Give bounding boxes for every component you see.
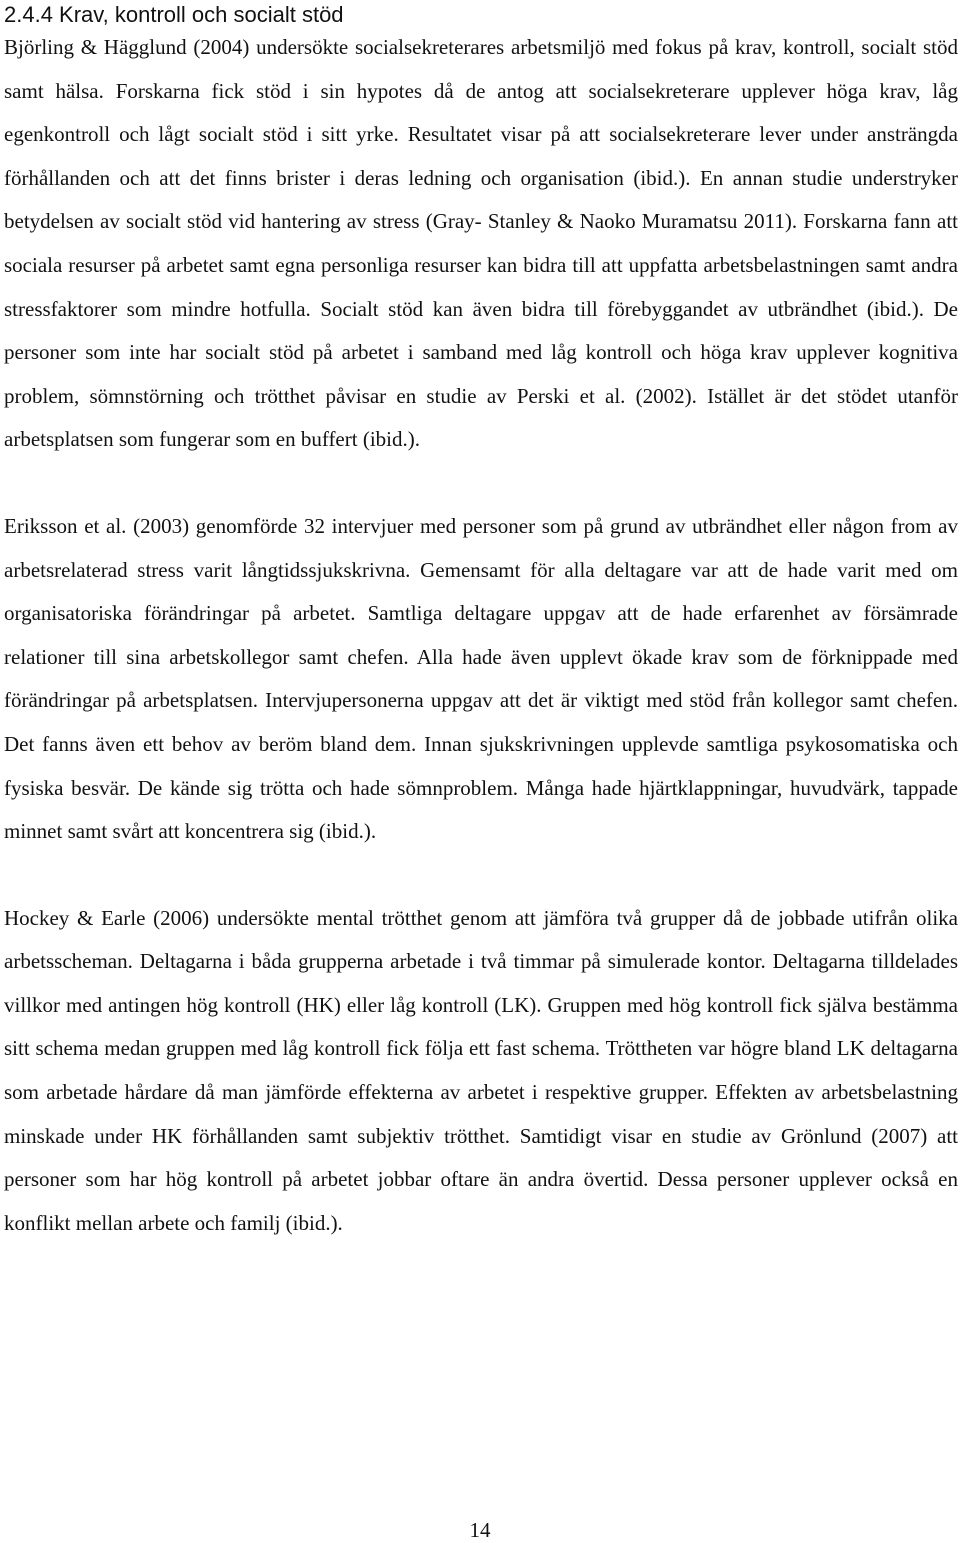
- body-paragraph: Björling & Hägglund (2004) undersökte socialsekreterares arbetsmiljö med fokus på krav, kontroll, socialt stöd samt hälsa. Forskarna fick stöd i sin hypotes då de antog att socialsekreterare upplever höga krav, låg egenkontroll och lågt socialt stöd i sitt yrke. Resultatet visar på att socialsekreterare lever under ansträngda förhållanden och att det finns brister i deras ledning och organisation (ibid.). En annan studie understryker betydelsen av socialt stöd vid hantering av stress (Gray- Stanley & Naoko Muramatsu 2011). Forskarna fann att sociala resurser på arbetet samt egna personliga resurser kan bidra till att uppfatta arbetsbelastningen samt andra stressfaktorer som mindre hotfulla. Socialt stöd kan även bidra till förebyggandet av utbrändhet (ibid.). De personer som inte har socialt stöd på arbetet i samband med låg kontroll och höga krav upplever kognitiva problem, sömnstörning och trötthet påvisar en studie av Perski et al. (2002). Istället är det stödet utanför arbetsplatsen som fungerar som en buffert (ibid.).: [4, 35, 958, 452]
- body-paragraph: Eriksson et al. (2003) genomförde 32 intervjuer med personer som på grund av utbrändhet eller någon from av arbetsrelaterad stress varit långtidssjukskrivna. Gemensamt för alla deltagare var att de hade varit med om organisatoriska förändringar på arbetet. Samtliga deltagare uppgav att de hade erfarenhet av försämrade relationer till sina arbetskollegor samt chefen. Alla hade även upplevt ökade krav som de förknippade med förändringar på arbetsplatsen. Intervjupersonerna uppgav att det är viktigt med stöd från kollegor samt chefen. Det fanns även ett behov av beröm bland dem. Innan sjukskrivningen upplevde samtliga psykosomatiska och fysiska besvär. De kände sig trötta och hade sömnproblem. Många hade hjärtklappningar, huvudvärk, tappade minnet samt svårt att koncentrera sig (ibid.).: [4, 513, 958, 844]
- document-page: [4, 0, 958, 1543]
- section-heading: 2.4.4 Krav, kontroll och socialt stöd: [4, 2, 344, 27]
- page-number: 14: [469, 1518, 491, 1542]
- body-paragraph: Hockey & Earle (2006) undersökte mental trötthet genom att jämföra två grupper då de jobbade utifrån olika arbetsscheman. Deltagarna i båda grupperna arbetade i två timmar på simulerade kontor. Deltagarna tilldelades villkor med antingen hög kontroll (HK) eller låg kontroll (LK). Gruppen med hög kontroll fick själva bestämma sitt schema medan gruppen med låg kontroll fick följa ett fast schema. Tröttheten var högre bland LK deltagarna som arbetade hårdare då man jämförde effekterna av arbetet i respektive grupper. Effekten av arbetsbelastning minskade under HK förhållanden samt subjektiv trötthet. Samtidigt visar en studie av Grönlund (2007) att personer som har hög kontroll på arbetet jobbar oftare än andra övertid. Dessa personer upplever också en konflikt mellan arbete och familj (ibid.).: [4, 905, 958, 1235]
